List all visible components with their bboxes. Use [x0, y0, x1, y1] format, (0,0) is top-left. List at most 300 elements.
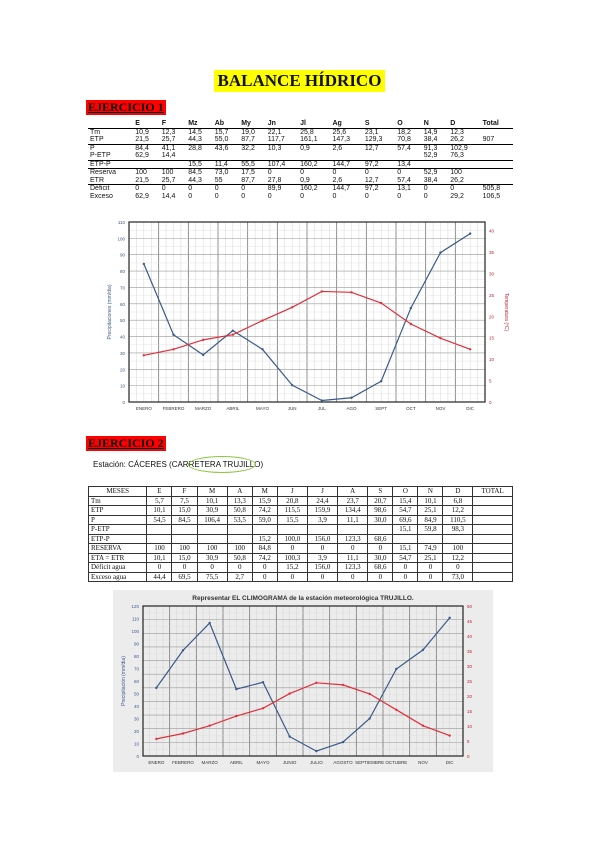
temperature-point: [368, 693, 370, 695]
ex2-cell: 0: [443, 563, 473, 573]
ex2-cell: 156,0: [307, 563, 337, 573]
ex1-row: [88, 144, 513, 152]
ex1-cell: 0: [214, 192, 219, 200]
ex1-cell: [448, 160, 480, 169]
ex2-row-label: RESERVA: [89, 544, 147, 554]
ex2-cell: 15,4: [393, 496, 418, 506]
ex1-cell: 0: [423, 192, 428, 200]
ex1-row: [88, 185, 513, 193]
temperature-point: [342, 684, 344, 686]
category-label: ENERO: [148, 760, 165, 765]
ex1-cell: [481, 160, 513, 169]
ex1-cell: 44,3: [186, 177, 213, 185]
ex1-cell: [481, 144, 513, 152]
ex1-cell: 107,4: [266, 160, 298, 169]
ex1-cell: 2,6: [332, 144, 343, 152]
ex1-cell: 25,8: [300, 128, 314, 136]
ex1-cell: 25,6: [332, 128, 347, 136]
ex2-cell: 69,6: [393, 515, 418, 525]
ex1-cell: 0: [214, 185, 219, 192]
ex2-row-label: Tm: [89, 496, 147, 506]
left-tick-label: 0: [136, 754, 139, 759]
ex1-row-label: Reserva: [90, 169, 117, 176]
ex2-cell: 100: [443, 544, 473, 554]
ex1-cell: 0: [300, 192, 304, 200]
ex2-cell: 74,9: [418, 544, 443, 554]
temperature-point: [232, 334, 234, 336]
ex1-col-header: S: [363, 120, 395, 128]
left-tick-label: 50: [133, 691, 139, 697]
ex2-cell: 100,0: [277, 534, 307, 544]
ex2-cell: [393, 534, 418, 544]
ex2-cell: 53,5: [227, 515, 252, 525]
ex1-cell: 14,9: [423, 128, 438, 136]
ex1-cell: 0: [135, 185, 140, 192]
ex2-cell: 100: [172, 544, 197, 554]
ex1-cell: 10,3: [267, 144, 282, 152]
ex2-cell: 54,7: [393, 553, 418, 563]
ex1-cell: 0: [364, 169, 369, 176]
ex2-cell: [197, 534, 227, 544]
ex2-cell: 74,2: [252, 553, 277, 563]
ex1-cell: [481, 152, 513, 160]
ex1-cell: [213, 152, 240, 160]
ex2-cell: 98,6: [368, 506, 393, 516]
ex1-cell: 907: [481, 136, 513, 144]
ex1-row-label: Exceso: [90, 192, 113, 200]
category-label: JUNIO: [282, 760, 297, 765]
station-label: Estación: CÁCERES (CARRETERA TRUJILLO): [93, 460, 264, 469]
category-label: ABRIL: [226, 406, 240, 411]
ex2-cell: 2,7: [227, 572, 252, 582]
right-tick-label: 0: [489, 400, 492, 405]
ex1-cell: 0: [161, 185, 166, 192]
ex2-cell: 11,1: [338, 515, 368, 525]
category-label: MAYO: [256, 760, 270, 765]
ex2-row-label: ETP: [89, 506, 147, 516]
ex2-cell: 0: [227, 563, 252, 573]
category-label: OCTUBRE: [385, 760, 408, 765]
ex1-cell: 106,5: [482, 192, 501, 200]
precipitation-point: [410, 307, 412, 309]
ex1-cell: 160,2: [298, 160, 330, 169]
ex1-cell: 26,2: [448, 136, 480, 144]
left-tick-label: 80: [119, 269, 125, 275]
ex2-row: [89, 534, 513, 544]
ex2-cell: 73,0: [443, 572, 473, 582]
ex2-cell: 15,0: [172, 506, 197, 516]
ex2-cell: 0: [418, 563, 443, 573]
station-highlight-circle: [188, 456, 256, 473]
ex2-cell: 25,1: [418, 553, 443, 563]
ex2-cell: [473, 515, 513, 525]
ex2-row: [89, 506, 513, 516]
left-tick-label: 100: [131, 629, 139, 634]
ex1-cell: 0: [423, 185, 428, 192]
ex2-row-label: Déficit agua: [89, 563, 147, 573]
ex1-cell: 100: [161, 169, 174, 176]
ex1-cell: 129,3: [363, 136, 395, 144]
precipitation-point: [439, 251, 441, 253]
ex1-col-header: E: [133, 120, 160, 128]
ex1-col-header: My: [239, 120, 266, 128]
right-tick-label: 40: [489, 228, 495, 234]
left-tick-label: 90: [133, 641, 139, 647]
ex1-col-header: O: [395, 120, 422, 128]
ex1-cell: 12,7: [363, 177, 395, 185]
temperature-point: [321, 290, 323, 292]
y-axis-label: Precipitaciones (mm/dia): [107, 284, 113, 340]
right-tick-label: 50: [467, 604, 473, 609]
left-tick-label: 120: [131, 604, 139, 609]
ex1-row-label: ETP: [88, 136, 133, 144]
ex1-cell: [160, 160, 187, 169]
left-tick-label: 90: [119, 252, 125, 258]
ex2-row: [89, 515, 513, 525]
ex2-cell: 50,8: [227, 553, 252, 563]
ex1-cell: 38,4: [422, 136, 449, 144]
ex2-cell: 59,8: [418, 525, 443, 535]
chart-title: Representar EL CLIMOGRAMA de la estación meteorológica TRUJILLO.: [192, 595, 414, 602]
ex2-cell: 0: [393, 572, 418, 582]
exercise-2-climogram: [113, 590, 493, 772]
left-tick-label: 10: [119, 383, 125, 389]
ex1-cell: 0: [397, 169, 402, 176]
ex1-cell: 0: [241, 185, 246, 192]
ex1-cell: 55,5: [239, 160, 266, 169]
ex2-cell: 20,7: [368, 496, 393, 506]
ex2-col-header: A: [338, 487, 368, 497]
ex2-cell: [473, 506, 513, 516]
ex1-cell: 0: [332, 192, 337, 200]
ex1-cell: 15,5: [186, 160, 213, 169]
ex2-row: [89, 572, 513, 582]
ex2-col-header: S: [368, 487, 393, 497]
ex2-cell: 15,0: [172, 553, 197, 563]
temperature-point: [439, 337, 441, 339]
ex2-cell: 30,0: [368, 553, 393, 563]
ex1-row-label: ETR: [88, 177, 133, 185]
ex1-row: [88, 160, 513, 169]
right-tick-label: 25: [467, 679, 473, 684]
precipitation-point: [155, 687, 157, 689]
ex1-cell: 23,1: [364, 128, 379, 136]
temperature-point: [155, 738, 157, 740]
precipitation-point: [172, 334, 174, 336]
ex2-cell: 12,2: [443, 553, 473, 563]
ex1-col-header: Ab: [213, 120, 240, 128]
ex1-cell: 25,7: [160, 177, 187, 185]
temperature-point: [262, 707, 264, 709]
ex1-cell: 97,2: [363, 160, 395, 169]
ex2-cell: [443, 534, 473, 544]
ex2-cell: 0: [252, 563, 277, 573]
ex1-cell: 10,9: [135, 128, 149, 136]
ex2-cell: 0: [277, 544, 307, 554]
ex1-cell: [363, 152, 395, 160]
temperature-point: [410, 323, 412, 325]
page-title: BALANCE HÍDRICO: [214, 70, 386, 92]
left-tick-label: 70: [119, 285, 125, 291]
temperature-point: [261, 319, 263, 321]
left-tick-label: 110: [117, 220, 125, 225]
temperature-point: [395, 709, 397, 711]
ex2-cell: 69,5: [172, 572, 197, 582]
left-tick-label: 40: [119, 334, 125, 340]
ex1-cell: 84,4: [135, 144, 149, 152]
ex1-cell: [266, 152, 298, 160]
temperature-point: [288, 692, 290, 694]
left-tick-label: 100: [117, 236, 125, 242]
left-tick-label: 50: [119, 318, 125, 324]
y2-axis-label: Temperatura (ºC): [503, 292, 509, 332]
exercise-1-heading: EJERCICIO 1: [88, 100, 164, 114]
ex1-cell: 91,3: [423, 144, 438, 152]
ex2-cell: [418, 534, 443, 544]
ex2-cell: 30,0: [368, 515, 393, 525]
precipitation-point: [261, 348, 263, 350]
left-tick-label: 10: [133, 741, 139, 747]
ex2-cell: 59,0: [252, 515, 277, 525]
ex1-cell: 13,1: [397, 185, 411, 192]
ex2-cell: 0: [277, 572, 307, 582]
ex1-cell: 19,0: [241, 128, 255, 136]
ex2-cell: 0: [252, 572, 277, 582]
ex1-cell: 144,7: [332, 185, 350, 192]
ex2-cell: 54,7: [393, 506, 418, 516]
ex2-cell: 0: [338, 572, 368, 582]
ex2-cell: 123,3: [338, 534, 368, 544]
ex2-cell: 156,0: [307, 534, 337, 544]
left-tick-label: 30: [119, 350, 125, 356]
ex1-cell: 14,5: [188, 128, 202, 136]
precipitation-point: [368, 717, 370, 719]
ex1-cell: 55: [213, 177, 240, 185]
ex2-cell: [338, 525, 368, 535]
ex1-cell: 76,3: [448, 152, 480, 160]
ex2-row: [89, 525, 513, 535]
ex1-row-label: Déficit: [90, 185, 110, 192]
ex2-cell: 134,4: [338, 506, 368, 516]
temperature-point: [291, 306, 293, 308]
category-label: MAYO: [256, 406, 269, 411]
ex1-cell: 12,3: [450, 128, 464, 136]
ex1-cell: 0: [300, 169, 304, 176]
precipitation-point: [262, 681, 264, 683]
ex2-row-label: P: [89, 515, 147, 525]
ex1-row: [88, 177, 513, 185]
right-tick-label: 30: [467, 664, 473, 669]
ex2-cell: [277, 525, 307, 535]
ex2-cell: 13,3: [227, 496, 252, 506]
ex1-row: [88, 128, 513, 136]
ex2-col-header: F: [172, 487, 197, 497]
ex2-cell: 20,8: [277, 496, 307, 506]
ex2-cell: [252, 525, 277, 535]
ex1-cell: [481, 169, 513, 177]
ex1-col-header: F: [160, 120, 187, 128]
ex1-row: [88, 136, 513, 144]
temperature-point: [143, 354, 145, 356]
ex2-cell: 15,1: [393, 525, 418, 535]
left-tick-label: 110: [131, 616, 139, 622]
ex1-cell: 52,9: [423, 169, 438, 176]
ex2-col-header: J: [307, 487, 337, 497]
ex2-cell: 15,2: [252, 534, 277, 544]
ex2-cell: 100: [147, 544, 172, 554]
ex1-row-label: Tm: [90, 128, 101, 136]
ex1-cell: 0,9: [300, 144, 310, 152]
ex2-cell: 100,3: [277, 553, 307, 563]
ex1-cell: 89,9: [267, 185, 282, 192]
ex2-cell: 10,1: [197, 496, 227, 506]
right-tick-label: 5: [467, 739, 470, 744]
ex2-cell: 15,2: [277, 563, 307, 573]
ex2-cell: 15,5: [277, 515, 307, 525]
ex2-cell: [368, 525, 393, 535]
precipitation-point: [235, 688, 237, 690]
ex1-cell: [239, 152, 266, 160]
ex2-cell: 23,7: [338, 496, 368, 506]
ex2-cell: [473, 496, 513, 506]
right-tick-label: 45: [467, 619, 473, 624]
ex2-cell: 100: [197, 544, 227, 554]
temperature-point: [448, 734, 450, 736]
ex2-cell: 123,3: [338, 563, 368, 573]
ex2-cell: 0: [368, 572, 393, 582]
ex2-cell: 10,1: [418, 496, 443, 506]
ex1-cell: 100: [450, 169, 462, 176]
ex2-col-header: M: [252, 487, 277, 497]
ex1-cell: 25,7: [160, 136, 187, 144]
ex2-cell: [147, 525, 172, 535]
ex1-cell: 62,9: [135, 192, 149, 200]
ex1-row-label: P-ETP: [88, 152, 133, 160]
temperature-point: [182, 732, 184, 734]
ex2-cell: [227, 525, 252, 535]
ex2-row-label: Exceso agua: [89, 572, 147, 582]
ex2-col-header: J: [277, 487, 307, 497]
ex1-cell: 505,8: [482, 185, 501, 192]
ex1-cell: 14,4: [161, 192, 176, 200]
category-label: AGOSTO: [333, 760, 353, 765]
right-tick-label: 15: [467, 709, 473, 714]
ex2-cell: 6,8: [443, 496, 473, 506]
precipitation-point: [380, 380, 382, 382]
ex2-row: [89, 553, 513, 563]
ex1-cell: 22,1: [267, 128, 282, 136]
ex2-cell: [172, 525, 197, 535]
category-label: MARZO: [195, 406, 212, 411]
ex2-cell: 100: [227, 544, 252, 554]
ex1-cell: 17,5: [241, 169, 255, 176]
ex2-cell: 30,9: [197, 506, 227, 516]
precipitation-point: [232, 329, 234, 331]
ex1-cell: 0: [450, 185, 455, 192]
ex1-cell: [186, 152, 213, 160]
ex2-row: [89, 496, 513, 506]
right-tick-label: 10: [489, 357, 495, 363]
ex2-cell: 0: [338, 544, 368, 554]
precipitation-point: [350, 397, 352, 399]
ex1-cell: 0: [267, 169, 272, 176]
ex2-col-header: TOTAL: [473, 487, 513, 497]
right-tick-label: 25: [489, 292, 495, 298]
ex2-cell: 75,5: [197, 572, 227, 582]
category-label: MARZO: [201, 760, 218, 765]
ex2-cell: 84,9: [418, 515, 443, 525]
ex1-row-label: ETP-P: [88, 160, 133, 169]
category-label: DIC: [466, 406, 475, 411]
ex2-col-header: MESES: [89, 487, 147, 497]
ex1-row: [88, 193, 513, 201]
ex2-cell: [227, 534, 252, 544]
ex1-cell: 12,7: [364, 144, 379, 152]
ex1-cell: [133, 160, 160, 169]
ex1-cell: 147,3: [330, 136, 362, 144]
right-tick-label: 15: [489, 335, 495, 341]
category-label: OCT: [406, 406, 416, 411]
temperature-point: [208, 725, 210, 727]
left-tick-label: 20: [119, 367, 125, 373]
ex2-cell: 0: [307, 572, 337, 582]
ex2-cell: [473, 534, 513, 544]
ex2-cell: [197, 525, 227, 535]
ex2-cell: 10,1: [147, 506, 172, 516]
ex2-cell: 74,2: [252, 506, 277, 516]
exercise-2-table: [88, 486, 513, 582]
ex2-cell: [473, 553, 513, 563]
ex2-cell: 15,9: [252, 496, 277, 506]
ex1-cell: 0: [188, 192, 193, 200]
category-label: FEBRERO: [162, 406, 185, 411]
ex1-cell: 144,7: [330, 160, 362, 169]
category-label: NOV: [418, 760, 428, 765]
ex2-cell: [473, 544, 513, 554]
ex1-col-header: [88, 120, 133, 128]
ex1-cell: 27,8: [266, 177, 298, 185]
ex1-cell: 0: [397, 192, 402, 200]
category-label: SEPT: [375, 406, 388, 411]
temperature-point: [172, 348, 174, 350]
ex1-cell: [395, 152, 422, 160]
ex1-cell: 44,3: [186, 136, 213, 144]
ex2-cell: 106,4: [197, 515, 227, 525]
precipitation-point: [315, 750, 317, 752]
ex1-cell: [422, 160, 449, 169]
ex2-cell: 25,1: [418, 506, 443, 516]
ex1-cell: 14,4: [160, 152, 187, 160]
left-tick-label: 30: [133, 716, 139, 722]
precipitation-point: [182, 649, 184, 651]
ex2-col-header: O: [393, 487, 418, 497]
ex2-col-header: M: [197, 487, 227, 497]
ex1-row-label: P: [90, 144, 95, 152]
ex2-cell: 0: [172, 563, 197, 573]
ex1-col-header: N: [422, 120, 449, 128]
ex2-cell: 24,4: [307, 496, 337, 506]
ex1-cell: 160,2: [300, 185, 318, 192]
precipitation-point: [143, 263, 145, 265]
ex1-cell: 0: [188, 185, 193, 192]
right-tick-label: 30: [489, 271, 495, 277]
category-label: AGO: [346, 406, 357, 411]
ex2-cell: 5,7: [147, 496, 172, 506]
right-tick-label: 5: [489, 378, 492, 384]
category-label: JUL: [317, 406, 326, 411]
ex2-cell: 0: [197, 563, 227, 573]
ex1-cell: 26,2: [448, 177, 480, 185]
